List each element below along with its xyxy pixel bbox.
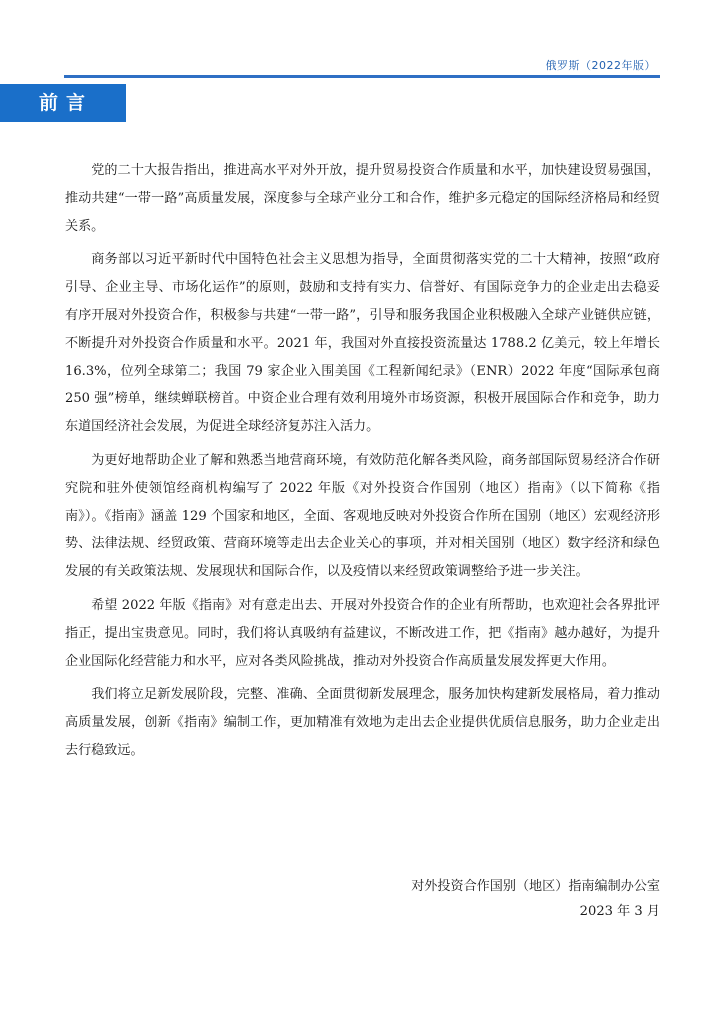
section-title: 前言: [38, 92, 93, 114]
document-edition-label: 俄罗斯（2022年版）: [545, 59, 656, 72]
signature-date: 2023 年 3 月: [579, 904, 660, 919]
preface-paragraph-2: 商务部以习近平新时代中国特色社会主义思想为指导，全面贯彻落实党的二十大精神，按照“政府引导、企业主导、市场化运作”的原则，鼓励和支持有实力、信誉好、有国际竞争力的企业走出去稳妥有序开展对外投资合作，积极参与共建“一带一路”，引导和服务我国企业积极融入全球产业链供应链，不断提升对外投资合作质量和水平。2021 年，我国对外直接投资流量达 1788.2 亿美元，较上年增长 16.3%，位列全球第二；我国 79 家企业入围美国《工程新闻纪录》（ENR）2022 年度“国际承包商 250 强”榜单，继续蝉联榜首。中资企业合理有效利用境外市场资源，积极开展国际合作和竞争，助力东道国经济社会发展，为促进全球经济复苏注入活力。: [65, 252, 660, 435]
preface-body: [65, 157, 660, 771]
signature-office: 对外投资合作国别（地区）指南编制办公室: [411, 879, 660, 894]
header-divider: [64, 75, 660, 78]
preface-paragraph-5: 我们将立足新发展阶段，完整、准确、全面贯彻新发展理念，服务加快构建新发展格局，着力推动高质量发展，创新《指南》编制工作，更加精准有效地为走出去企业提供优质信息服务，助力企业走出去行稳致远。: [65, 687, 660, 758]
preface-paragraph-3: 为更好地帮助企业了解和熟悉当地营商环境，有效防范化解各类风险，商务部国际贸易经济合作研究院和驻外使领馆经商机构编写了 2022 年版《对外投资合作国别（地区）指南》（以下简称《指南》）。《指南》涵盖 129 个国家和地区，全面、客观地反映对外投资合作所在国别（地区）宏观经济形势、法律法规、经贸政策、营商环境等走出去企业关心的事项，并对相关国别（地区）数字经济和绿色发展的有关政策法规、发展现状和国际合作，以及疫情以来经贸政策调整给予进一步关注。: [65, 452, 660, 580]
preface-paragraph-4: 希望 2022 年版《指南》对有意走出去、开展对外投资合作的企业有所帮助，也欢迎社会各界批评指正，提出宝贵意见。同时，我们将认真吸纳有益建议，不断改进工作，把《指南》越办越好，为提升企业国际化经营能力和水平，应对各类风险挑战，推动对外投资合作高质量发展发挥更大作用。: [65, 597, 660, 669]
signature-block: [411, 874, 660, 924]
preface-paragraph-1: 党的二十大报告指出，推进高水平对外开放，提升贸易投资合作质量和水平，加快建设贸易强国，推动共建“一带一路”高质量发展，深度参与全球产业分工和合作，维护多元稳定的国际经济格局和经贸关系。: [65, 163, 660, 234]
